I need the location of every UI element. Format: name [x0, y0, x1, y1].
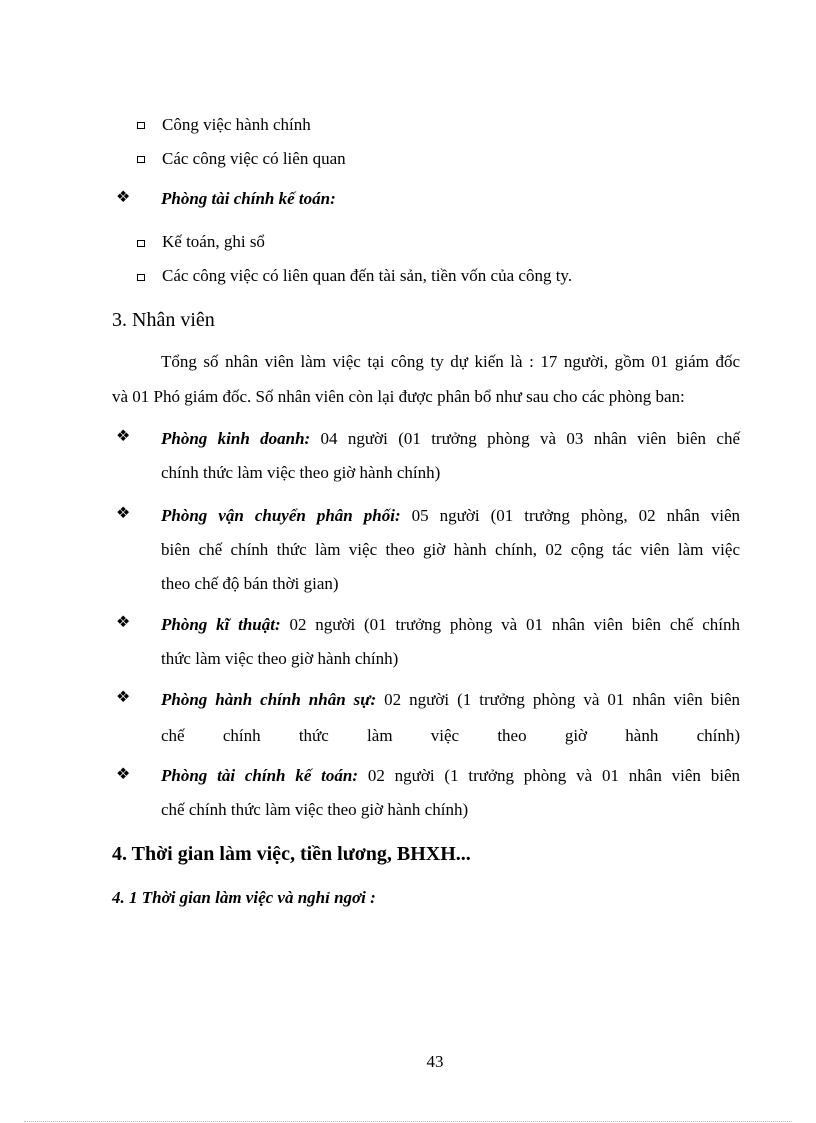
department-line — [161, 615, 740, 635]
subsection-heading: 4. 1 Thời gian làm việc và nghỉ ngơi : — [112, 888, 376, 907]
list-item: Kế toán, ghi sổ — [162, 232, 265, 251]
square-bullet-icon — [137, 122, 145, 129]
department-detail: 02 người (1 trưởng phòng và 01 nhân viên biên — [358, 766, 740, 785]
square-bullet-icon — [137, 274, 145, 281]
diamond-bullet-icon: ❖ — [116, 428, 131, 445]
department-name: Phòng hành chính nhân sự: — [161, 690, 377, 709]
department-line — [161, 690, 740, 710]
department-line: thức làm việc theo giờ hành chính) — [161, 649, 399, 668]
department-name: Phòng kĩ thuật: — [161, 615, 281, 634]
page-bottom-divider — [24, 1121, 792, 1122]
diamond-bullet-icon: ❖ — [116, 189, 131, 206]
department-line: theo chế độ bán thời gian) — [161, 574, 339, 593]
department-line: chế chính thức làm việc theo giờ hành chính) — [161, 726, 740, 745]
list-item: Các công việc có liên quan đến tài sản, tiền vốn của công ty. — [162, 266, 573, 285]
department-name: Phòng kinh doanh: — [161, 429, 311, 448]
department-line — [161, 766, 740, 786]
square-bullet-icon — [137, 156, 145, 163]
intro-paragraph-line: và 01 Phó giám đốc. Số nhân viên còn lại được phân bổ như sau cho các phòng ban: — [112, 387, 685, 406]
department-detail: 02 người (01 trưởng phòng và 01 nhân viên biên chế chính — [280, 615, 740, 634]
section-heading: 4. Thời gian làm việc, tiền lương, BHXH... — [112, 843, 471, 865]
square-bullet-icon — [137, 240, 145, 247]
diamond-bullet-icon: ❖ — [116, 614, 131, 631]
diamond-bullet-icon: ❖ — [116, 766, 131, 783]
department-detail: 02 người (1 trưởng phòng và 01 nhân viên biên — [376, 690, 740, 709]
department-detail: 04 người (01 trưởng phòng và 03 nhân viên biên chế — [310, 429, 740, 448]
department-name: Phòng vận chuyển phân phối: — [161, 506, 401, 525]
department-line — [161, 429, 740, 449]
intro-paragraph-line: Tổng số nhân viên làm việc tại công ty dự kiến là : 17 người, gồm 01 giám đốc — [161, 352, 740, 371]
department-line: biên chế chính thức làm việc theo giờ hành chính, 02 cộng tác viên làm việc — [161, 540, 740, 559]
diamond-bullet-icon: ❖ — [116, 505, 131, 522]
department-name: Phòng tài chính kế toán: — [161, 766, 359, 785]
department-detail: 05 người (01 trưởng phòng, 02 nhân viên — [400, 506, 740, 525]
finance-heading: Phòng tài chính kế toán: — [161, 189, 336, 208]
page-number: 43 — [426, 1052, 444, 1071]
list-item: Các công việc có liên quan — [162, 149, 346, 168]
section-heading: 3. Nhân viên — [112, 309, 215, 331]
department-line: chế chính thức làm việc theo giờ hành chính) — [161, 800, 469, 819]
list-item: Công việc hành chính — [162, 115, 311, 134]
diamond-bullet-icon: ❖ — [116, 689, 131, 706]
department-line — [161, 506, 740, 526]
department-line: chính thức làm việc theo giờ hành chính) — [161, 463, 441, 482]
